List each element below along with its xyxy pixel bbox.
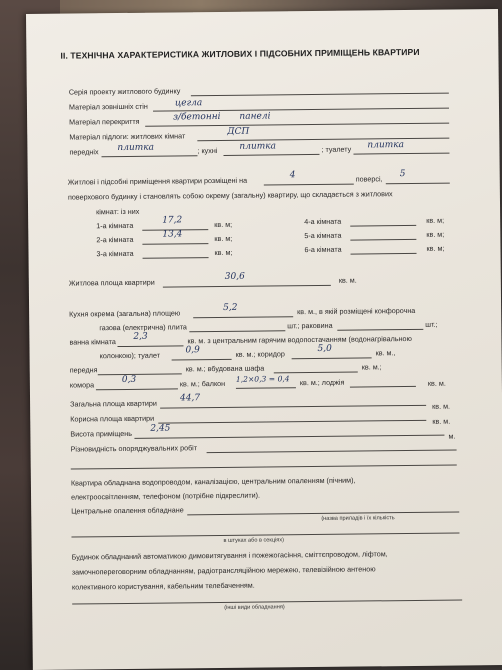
pantry-value: 0,3 xyxy=(121,374,137,386)
series-label: Серія проекту житлового будинку xyxy=(68,86,181,97)
wardrobe-line xyxy=(274,372,358,374)
room2-line xyxy=(142,243,208,245)
room3-label: 3-а кімната xyxy=(96,248,134,259)
heating-line xyxy=(187,511,459,515)
useful-area-unit: кв. м. xyxy=(432,416,451,426)
rooms-line-1b: поверсі, xyxy=(355,174,383,184)
kitchen-line xyxy=(223,154,319,156)
underlay-line xyxy=(197,138,449,142)
living-area-value: 30,6 xyxy=(224,271,245,282)
pantry-label: комора xyxy=(69,380,95,390)
heating-label: Центральне опалення обладнане xyxy=(71,505,184,516)
wardrobe-unit: кв. м.; xyxy=(361,362,382,372)
height-line xyxy=(134,435,444,439)
pieces-hint: в штуках або в секціях) xyxy=(223,537,285,544)
kitchen-value: плитка xyxy=(239,141,277,152)
kitchen-label: ; кухні xyxy=(197,146,218,156)
equip-line-2: електроосвітленням, телефоном (потрібне підкреслити). xyxy=(71,490,261,502)
equip-line-1: Квартира обладнана водопроводом, каналізацією, центральним опаленням (пічним), xyxy=(70,475,356,488)
floors-value: з/бетонні панелі xyxy=(173,111,271,123)
living-area-label: Житлова площа квартири xyxy=(68,277,155,288)
corridor-value: 5,0 xyxy=(317,343,332,354)
column-label: колонкою); туалет xyxy=(99,350,161,361)
building-line-2: замочнопереговорним обладнанням, радіотрансляційною мережею, телевізійною антеною xyxy=(71,564,376,577)
room2-value: 13,4 xyxy=(162,229,183,240)
height-label: Висота приміщень xyxy=(70,428,132,439)
kitchen-area-value: 5,2 xyxy=(223,302,238,313)
total-area-line xyxy=(160,405,426,409)
storeys-line xyxy=(386,183,450,185)
finishes-line xyxy=(207,450,457,454)
corridor-line xyxy=(292,357,372,359)
floors-line xyxy=(145,123,449,127)
floor-value: 4 xyxy=(289,170,296,181)
balcony-line xyxy=(236,387,296,389)
stove-line xyxy=(189,330,285,332)
walls-value: цегла xyxy=(174,98,203,109)
room4-unit: кв. м; xyxy=(426,215,445,225)
finishes-label: Різновидність опоряджувальних робіт xyxy=(70,443,198,454)
toilet-area-value: 0,9 xyxy=(185,345,200,356)
total-area-unit: кв. м. xyxy=(432,401,451,411)
balcony-value: 1,2×0,3 = 0,4 xyxy=(235,374,290,384)
underlay-value: ДСП xyxy=(227,126,250,137)
bath-text: кв. м. з центральним гарячим водопостачанням (водонагрівальною xyxy=(187,333,412,346)
hall-value: плитка xyxy=(117,142,155,154)
kitchen-area-text: кв. м., в якій розміщені конфорочна xyxy=(297,305,416,317)
kitchen-area-line xyxy=(193,316,293,318)
room3-line xyxy=(143,257,209,259)
room4-line xyxy=(350,225,416,227)
room5-unit: кв. м; xyxy=(426,229,445,239)
rooms-line-1a: Житлові і підсобні приміщення квартири розміщені на xyxy=(67,175,248,187)
pantry-line xyxy=(96,388,178,390)
bath-line xyxy=(117,345,183,347)
corridor-unit: кв. м., xyxy=(375,348,396,358)
series-line xyxy=(191,93,449,97)
stove-label: газова (електрична) плита xyxy=(99,322,187,333)
room3-unit: кв. м; xyxy=(214,247,233,258)
rooms-line-2: поверхового будинку і становлять собою окрему (загальну) квартиру, що складається з житлових xyxy=(67,189,393,202)
room5-line xyxy=(350,239,416,241)
bath-label: ванна кімната xyxy=(69,337,116,347)
room1-value: 17,2 xyxy=(162,215,183,226)
balcony-label: кв. м.; балкон xyxy=(179,378,226,389)
useful-area-label: Корисна площа квартири xyxy=(70,413,155,424)
height-value: 2,45 xyxy=(150,423,171,434)
room6-unit: кв. м; xyxy=(426,243,445,253)
floors-label: Матеріал перекриття xyxy=(69,116,140,127)
room4-label: 4-а кімната xyxy=(304,216,342,227)
room5-label: 5-а кімната xyxy=(304,230,342,241)
wardrobe-label: кв. м.; вбудована шафа xyxy=(185,363,265,374)
room6-label: 6-а кімната xyxy=(304,244,342,255)
underlay-label: Матеріал підлоги: житлових кімнат xyxy=(69,131,186,142)
toilet-value: плитка xyxy=(367,140,405,151)
room1-unit: кв. м; xyxy=(214,219,233,230)
total-area-label: Загальна площа квартири xyxy=(70,398,157,409)
loggia-unit: кв. м. xyxy=(427,378,446,388)
hallway-label: передня xyxy=(69,365,98,375)
sink-line xyxy=(337,329,423,331)
corridor-label: кв. м.; коридор xyxy=(235,349,285,359)
building-line-1: Будинок обладнаний автоматикою димовитягування і пожежогасіння, сміттєпроводом, ліфтом, xyxy=(71,549,388,562)
living-area-line xyxy=(163,285,331,288)
kitchen-area-label: Кухня окрема (загальна) площею xyxy=(69,308,181,319)
hallway-line xyxy=(98,373,182,375)
useful-area-line xyxy=(158,420,426,424)
floor-line xyxy=(264,184,354,186)
total-area-value: 44,7 xyxy=(179,393,201,404)
storeys-value: 5 xyxy=(399,169,406,180)
toilet-line xyxy=(353,153,449,155)
loggia-line xyxy=(350,386,416,388)
loggia-label: кв. м.; лоджія xyxy=(299,377,345,388)
room2-unit: кв. м; xyxy=(214,233,233,244)
height-unit: м. xyxy=(448,431,456,441)
toilet-area-line xyxy=(172,359,232,361)
living-area-unit: кв. м. xyxy=(338,275,357,285)
sink-label: шт.; раковина xyxy=(287,320,333,331)
toilet-label: ; туалету xyxy=(321,144,352,154)
sink-unit: шт.; xyxy=(425,319,438,329)
heating-hint: (назва приладів і їх кількість xyxy=(321,515,395,522)
building-line-3: колективного користування, кабельним телебаченням. xyxy=(71,580,255,592)
hall-label: передніх xyxy=(69,147,99,157)
walls-label: Матеріал зовнішніх стін xyxy=(68,101,148,112)
bath-value: 2,3 xyxy=(133,331,148,342)
document-page xyxy=(26,9,502,670)
room6-line xyxy=(351,253,417,255)
rooms-line-3: кімнат: із них xyxy=(96,206,140,217)
hall-line xyxy=(101,155,197,157)
room2-label: 2-а кімната xyxy=(96,234,134,245)
room1-label: 1-а кімната xyxy=(96,220,134,231)
section-title: ІІ. ТЕХНІЧНА ХАРАКТЕРИСТИКА ЖИТЛОВИХ І ПІДСОБНИХ ПРИМІЩЕНЬ КВАРТИРИ xyxy=(60,46,420,61)
other-hint: (інші види обладнання) xyxy=(224,604,285,611)
finishes-line-2 xyxy=(71,465,457,470)
